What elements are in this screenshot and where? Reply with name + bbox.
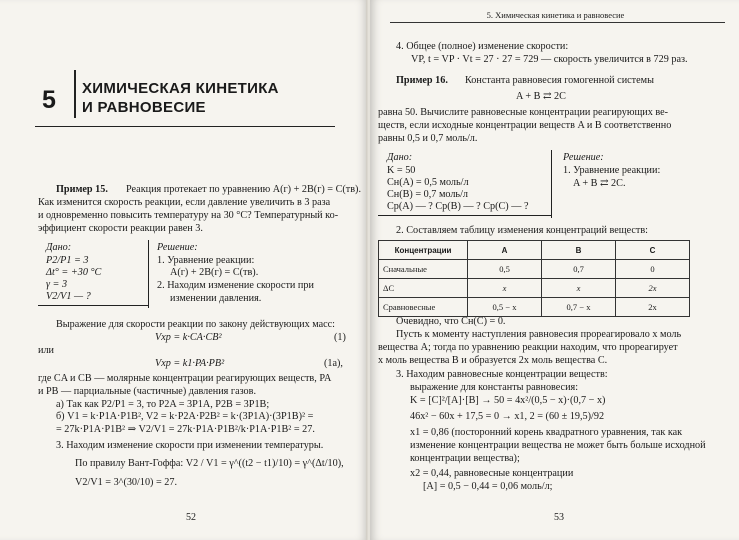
table-cell: 0,5 − x [468,298,542,317]
table-header-cell: B [542,241,616,260]
example-16-line1: Константа равновесия гомогенной системы [465,75,654,86]
formula-line: Vхр = k1·PA·PB² [155,358,225,369]
example-15-label: Пример 15. [56,184,108,195]
given-item: Δt° = +30 °С [46,267,102,278]
body-line: или [38,345,54,356]
solution-label: Решение: [157,242,198,253]
body-line: 3. Находим равновесные концентрации веществ: [396,369,608,380]
given-label: Дано: [46,242,72,253]
example-16-equation: A + B ⇄ 2C [516,91,566,102]
table-cell: 0 [616,260,690,279]
given-item: γ = 3 [46,279,68,290]
page-number: 52 [186,512,196,523]
given-divider [551,150,552,218]
table-header-cell: A [468,241,542,260]
body-line: 3. Находим изменение скорости при изменении температуры. [56,440,324,451]
given-item: Cн(A) = 0,5 моль/л [387,177,469,188]
table-cell: 0,5 [468,260,542,279]
body-line: вещества A; тогда по уравнению реакции находим, что прореагирует [378,342,678,353]
body-line: = 27k·P1A·P1B² ⇒ V2/V1 = 27k·P1A·P1B²/k·P1A·P1B² = 27. [56,424,315,435]
given-item: Cн(B) = 0,7 моль/л [387,189,468,200]
body-line: По правилу Вант-Гоффа: V2 / V1 = γ^((t2 − t1)/10) = γ^(Δt/10), [75,458,344,469]
example-15-line4: эффициент скорости реакции равен 3. [38,223,203,234]
example-16-line5: равны 0,5 и 0,7 моль/л. [378,133,478,144]
solution-item: изменении давления. [170,293,262,304]
formula-line: Vхр = k·CA·CB² [155,332,222,343]
body-line: V2/V1 = 3^(30/10) = 27. [75,477,178,488]
left-page [0,0,368,540]
table-intro: 2. Составляем таблицу изменения концентраций веществ: [396,225,648,236]
table-cell: ΔC [379,279,468,298]
concentration-table [378,240,690,317]
body-line: а) Так как P2/P1 = 3, то P2A = 3P1A, P2B = 3P1B; [56,399,270,410]
given-underline [378,215,552,216]
solution-item: 1. Уравнение реакции: [157,255,255,266]
solution-item: 1. Уравнение реакции: [563,165,661,176]
example-16-line3: равна 50. Вычислите равновесные концентрации реагирующих ве- [378,107,669,118]
given-label: Дано: [387,152,413,163]
table-row [379,279,690,298]
example-15-line2: Как изменится скорость реакции, если давление увеличить в 3 раза [38,197,331,208]
table-row [379,298,690,317]
table-cell: Cначальные [379,260,468,279]
solution-item: A(г) + 2B(г) = C(тв). [170,267,259,278]
chapter-title [82,79,279,117]
table-row [379,260,690,279]
equation-number: (1) [334,332,346,343]
formula-line: K = [C]²/[A]·[B] → 50 = 4x²/(0,5 − x)·(0,7 − x) [410,395,606,406]
table-header-row [379,241,690,260]
body-line: Пусть к моменту наступления равновесия прореагировало x моль [396,329,682,340]
given-item: P2/P1 = 3 [46,255,89,266]
table-cell: x [468,279,542,298]
example-16-line4: ществ, если исходные концентрации веществ A и B соответственно [378,120,672,131]
body-line: б) V1 = k·P1A·P1B², V2 = k·P2A·P2B² = k·(3P1A)·(3P1B)² = [56,411,314,422]
body-line: [A] = 0,5 − 0,44 = 0,06 моль/л; [423,481,553,492]
running-header: 5. Химическая кинетика и равновесие [486,10,625,20]
formula-line: 46x² − 60x + 17,5 = 0 → x1, 2 = (60 ± 19,5)/92 [410,411,605,422]
given-divider [148,240,149,308]
chapter-divider [74,70,76,118]
body-line: выражение для константы равновесия: [410,382,579,393]
body-line: x1 = 0,86 (посторонний корень квадратного уравнения, так как [410,427,683,438]
table-cell: 2x [616,298,690,317]
table-cell: 0,7 [542,260,616,279]
solution-item: 2. Находим изменение скорости при [157,280,314,291]
example-15-line3: и одновременно повысить температуру на 30 °С? Температурный ко- [38,210,339,221]
body-line: 4. Общее (полное) изменение скорости: [396,41,569,52]
body-line: Выражение для скорости реакции по закону действующих масс: [56,319,335,330]
body-line: x моль вещества B и образуется 2x моль вещества C. [378,355,608,366]
body-line: и PB — парциальные (частичные) давления газов. [38,386,257,397]
body-line: концентрации вещества); [410,453,520,464]
chapter-title-line2: И РАВНОВЕСИЕ [82,99,206,116]
given-item: K = 50 [387,165,416,176]
table-cell: x [542,279,616,298]
given-item: V2/V1 — ? [46,291,91,302]
table-cell: 0,7 − x [542,298,616,317]
body-line: где CA и CB — молярные концентрации реагирующих веществ, PA [38,373,332,384]
body-line: изменение концентрации вещества не может быть больше исходной [410,440,706,451]
table-header-cell: C [616,241,690,260]
chapter-rule [35,126,335,127]
header-rule [390,22,725,23]
chapter-number: 5 [42,86,56,114]
page-number: 53 [554,512,564,523]
body-line: VP, t = VP · Vt = 27 · 27 = 729 — скорость увеличится в 729 раз. [411,54,688,65]
example-16-label: Пример 16. [396,75,448,86]
chapter-title-line1: ХИМИЧЕСКАЯ КИНЕТИКА [82,80,279,97]
given-item: Cр(A) — ? Cр(B) — ? Cр(C) — ? [387,201,529,212]
example-15-line1: Реакция протекает по уравнению A(г) + 2B(г) = C(тв). [126,184,361,195]
table-cell: Cравновесные [379,298,468,317]
equation-number: (1а), [324,358,343,369]
body-line: x2 = 0,44, равновесные концентрации [410,468,574,479]
table-header-cell: Концентрации [379,241,468,260]
table-cell: 2x [616,279,690,298]
solution-item: A + B ⇄ 2C. [573,178,626,189]
given-underline [38,305,149,306]
body-line: Очевидно, что Cн(C) = 0. [396,316,506,327]
solution-label: Решение: [563,152,604,163]
